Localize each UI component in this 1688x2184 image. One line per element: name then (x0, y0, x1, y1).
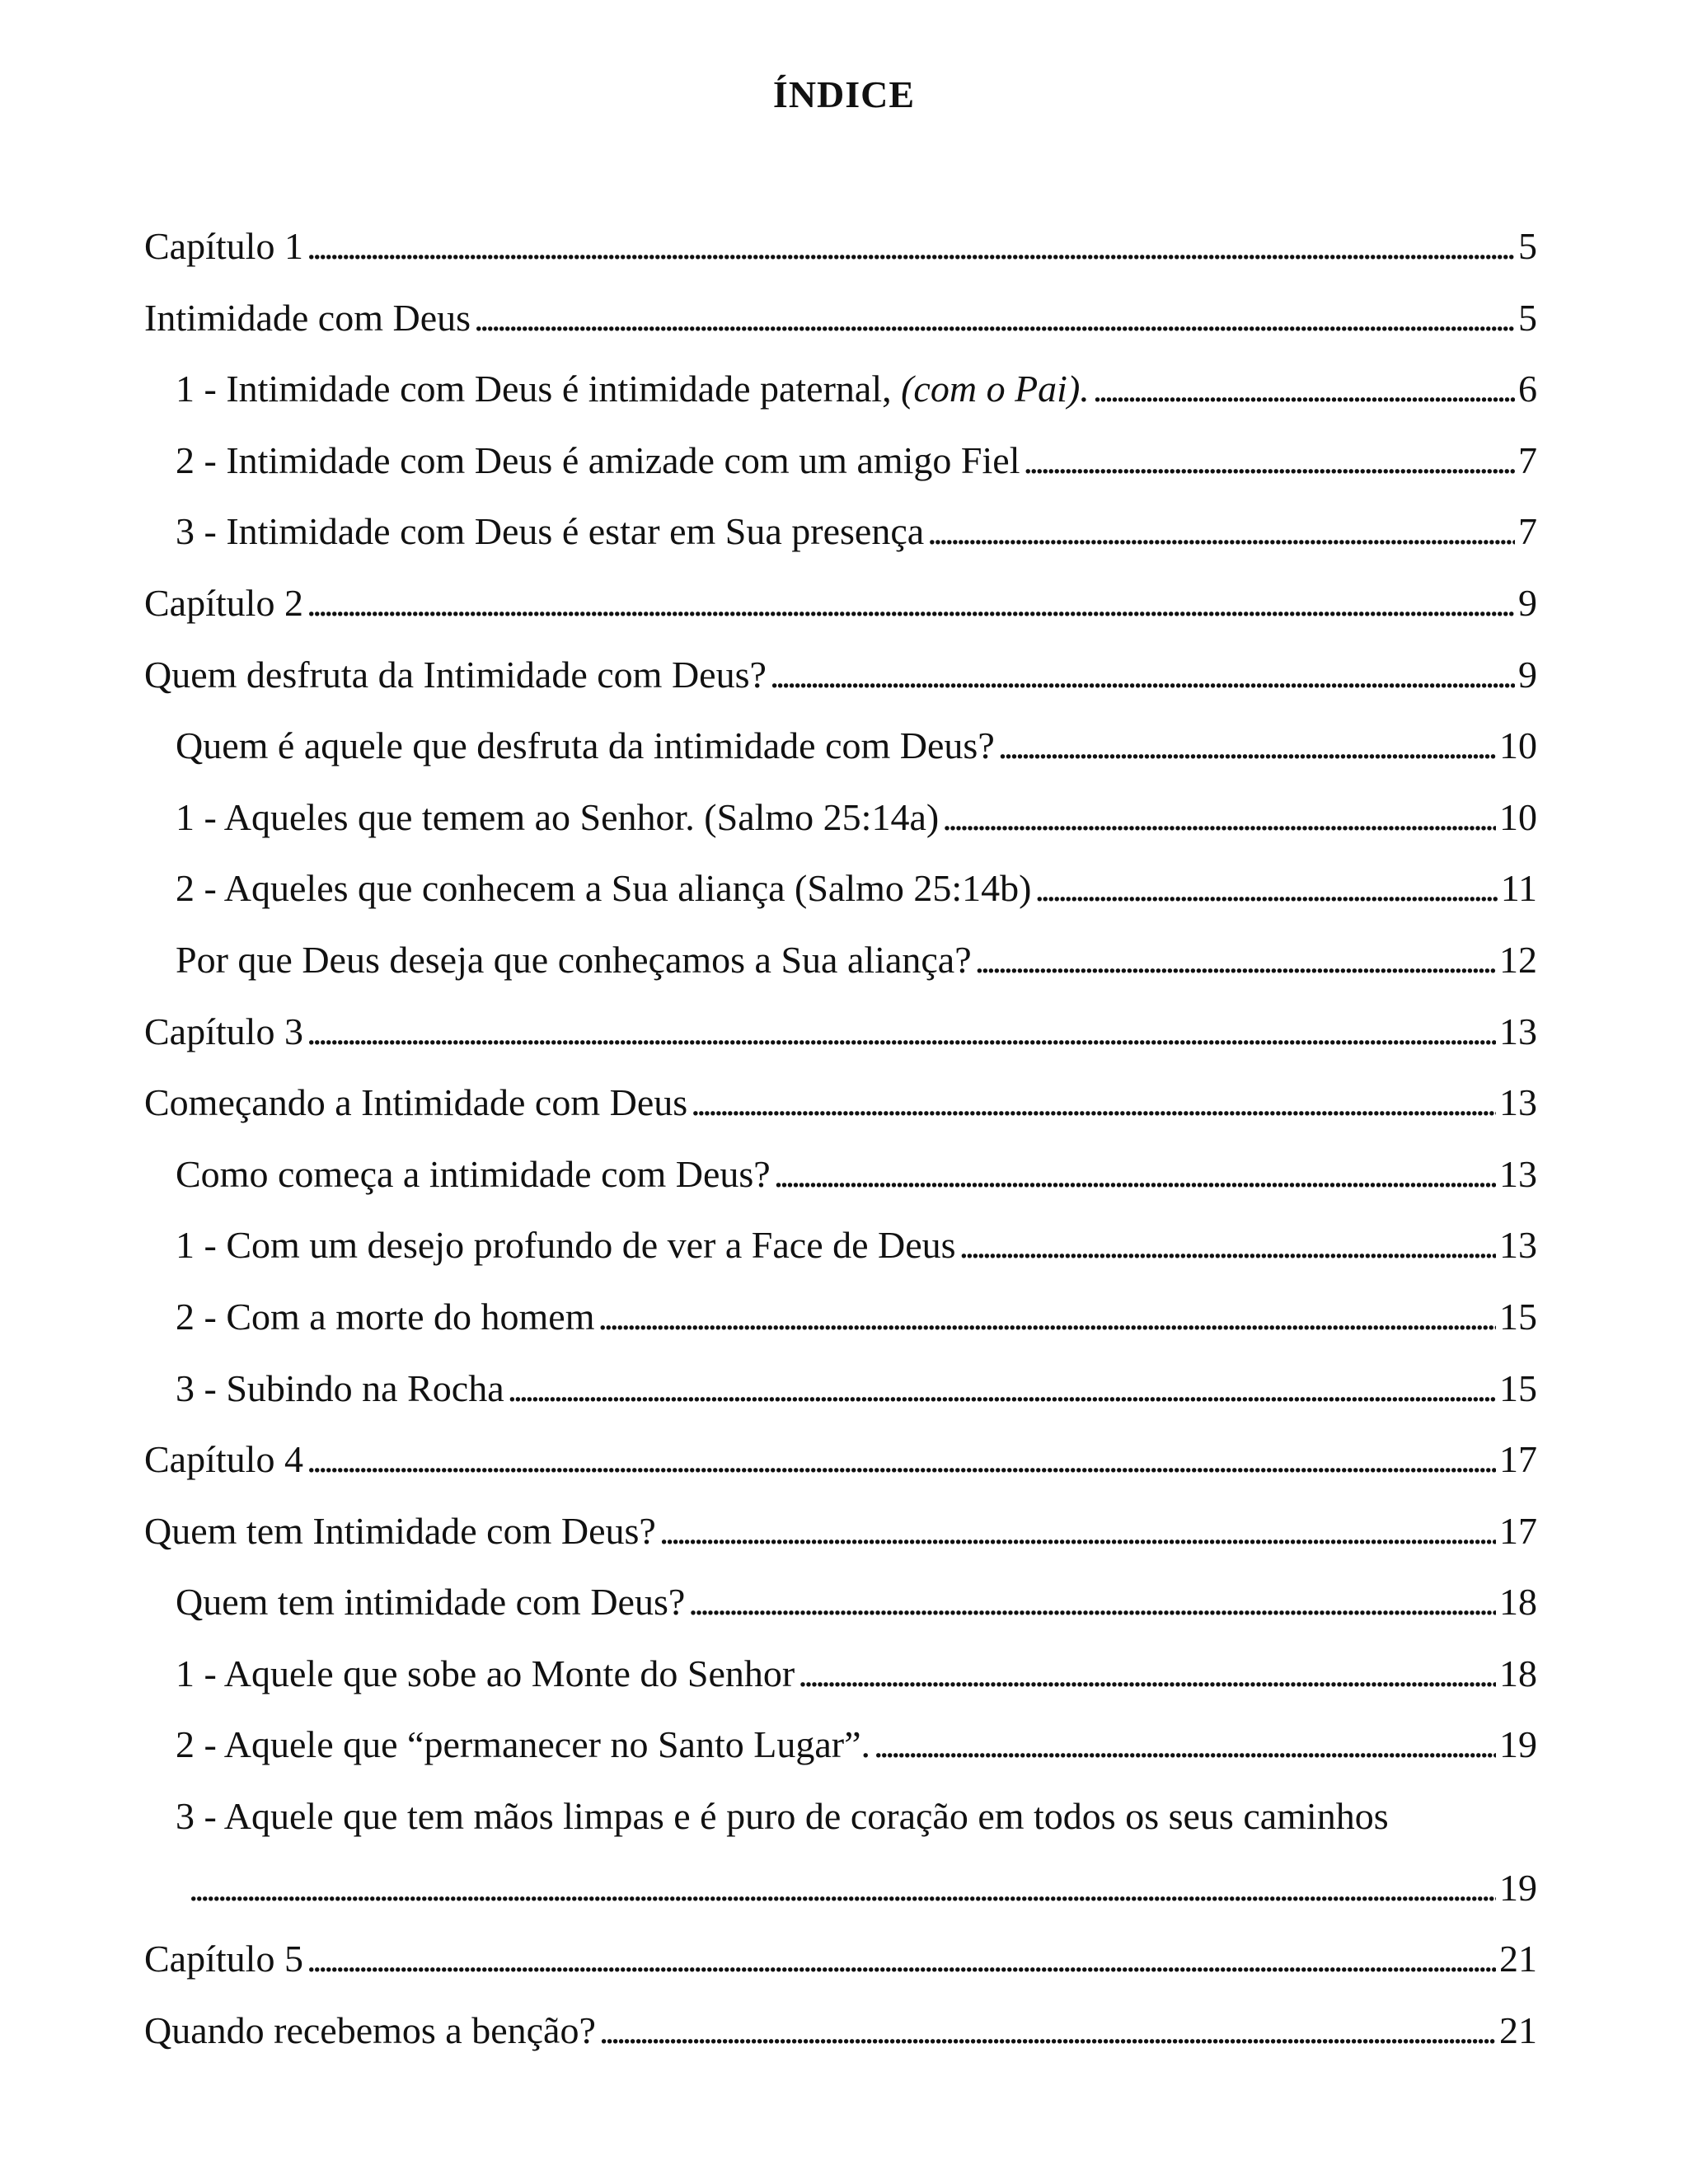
toc-page-number: 7 (1518, 438, 1537, 481)
toc-entry-text (176, 1567, 685, 1638)
toc-page-number: 12 (1499, 938, 1537, 981)
toc-dot-leader (959, 1210, 1496, 1281)
toc-page-number: 15 (1499, 1295, 1537, 1338)
toc-page-number: 7 (1518, 510, 1537, 553)
toc-entry-title: Como começa a intimidade com Deus? (176, 1152, 771, 1195)
toc-entry-text (144, 568, 303, 639)
toc-entry-text (176, 425, 1020, 496)
toc-entry-title: 1 - Intimidade com Deus é intimidade paternal, (176, 368, 902, 410)
toc-entry-title: 3 - Intimidade com Deus é estar em Sua presença (176, 510, 925, 553)
toc-dot-leader (474, 283, 1515, 354)
toc-page-number: 17 (1499, 1438, 1537, 1481)
toc-entry-text (176, 1282, 594, 1352)
toc-chapter-entry[interactable] (144, 640, 1537, 711)
toc-entry-text (144, 283, 471, 354)
toc-entry-title: 3 - Subindo na Rocha (176, 1366, 504, 1409)
toc-page-number: 21 (1499, 2008, 1537, 2051)
toc-page-number: 17 (1499, 1509, 1537, 1552)
toc-page-number: 11 (1500, 867, 1537, 910)
toc-section-entry[interactable] (144, 354, 1537, 425)
toc-page-number: 21 (1499, 1938, 1537, 1980)
toc-entry-continuation[interactable] (144, 1853, 1537, 1924)
toc-entry-title: Capítulo 4 (144, 1438, 303, 1481)
toc-dot-leader (942, 782, 1496, 853)
toc-dot-leader (659, 1496, 1496, 1567)
toc-entry-text (176, 1353, 504, 1424)
toc-entry-title: 1 - Com um desejo profundo de ver a Face de Deus (176, 1224, 956, 1267)
toc-page-number: 19 (1499, 1723, 1537, 1766)
toc-dot-leader (770, 640, 1515, 710)
toc-dot-leader (798, 1638, 1496, 1709)
toc-chapter-entry[interactable] (144, 211, 1537, 283)
toc-chapter-entry[interactable] (144, 568, 1537, 640)
toc-page-number: 13 (1499, 1152, 1537, 1195)
toc-page-number: 19 (1499, 1866, 1537, 1909)
toc-entry-text (144, 1067, 687, 1138)
toc-entry-text (176, 1210, 956, 1281)
toc-entry-text (144, 1995, 596, 2066)
toc-entry-title: Por que Deus deseja que conheçamos a Sua aliança? (176, 938, 972, 981)
toc-dot-leader (599, 1995, 1496, 2066)
toc-entry-text (176, 853, 1032, 924)
toc-page-number: 13 (1499, 1224, 1537, 1267)
toc-dot-leader (189, 1853, 1496, 1924)
toc-page-number: 9 (1518, 581, 1537, 624)
toc-section-entry[interactable] (144, 782, 1537, 854)
toc-page-number: 5 (1518, 296, 1537, 339)
toc-page-number: 13 (1499, 1010, 1537, 1052)
toc-entry-title: Começando a Intimidade com Deus (144, 1081, 688, 1124)
toc-dot-leader (307, 996, 1496, 1067)
toc-entry-title: Capítulo 1 (144, 225, 303, 267)
toc-dot-leader (1035, 853, 1498, 924)
toc-dot-leader (1093, 354, 1515, 424)
toc-dot-leader (927, 496, 1515, 567)
toc-entry-title: Quem é aquele que desfruta da intimidade com Deus? (176, 724, 995, 767)
toc-entry-title: Quem desfruta da Intimidade com Deus? (144, 653, 767, 696)
toc-entry-title: Quem tem intimidade com Deus? (176, 1581, 686, 1624)
toc-entry-text (176, 925, 972, 996)
toc-entry-title: Quem tem Intimidade com Deus? (144, 1509, 656, 1552)
toc-section-entry[interactable] (144, 925, 1537, 996)
toc-entry-title: Capítulo 2 (144, 581, 303, 624)
toc-dot-leader (688, 1567, 1496, 1638)
toc-dot-leader (874, 1709, 1496, 1780)
toc-entry-text: 3 - Aquele que tem mãos limpas e é puro de coração em todos os seus caminhos (176, 1795, 1389, 1838)
toc-entry-text (144, 1496, 656, 1567)
toc-entry-text (176, 496, 924, 567)
toc-entry-title: Capítulo 5 (144, 1938, 303, 1980)
toc-chapter-entry[interactable] (144, 996, 1537, 1068)
toc-entry-title: 2 - Intimidade com Deus é amizade com um amigo Fiel (176, 438, 1020, 481)
table-of-contents (144, 211, 1537, 2066)
toc-entry-text (144, 996, 303, 1067)
toc-entry-title: 1 - Aquele que sobe ao Monte do Senhor (176, 1652, 795, 1694)
toc-dot-leader (1024, 425, 1516, 496)
toc-section-entry[interactable] (144, 496, 1537, 568)
toc-entry-text (176, 710, 995, 781)
toc-chapter-entry[interactable] (144, 1067, 1537, 1139)
toc-dot-leader (307, 211, 1515, 282)
toc-entry-title: Intimidade com Deus (144, 296, 471, 339)
toc-dot-leader (508, 1353, 1496, 1424)
toc-chapter-entry[interactable] (144, 1995, 1537, 2067)
toc-section-entry[interactable] (144, 1210, 1537, 1282)
toc-entry-title: Quando recebemos a benção? (144, 2008, 596, 2051)
toc-entry-title: 1 - Aqueles que temem ao Senhor. (Salmo 25:14a) (176, 795, 940, 838)
toc-entry[interactable] (144, 1781, 1537, 1853)
toc-section-entry[interactable] (144, 1353, 1537, 1425)
toc-entry-text (176, 782, 939, 853)
toc-entry-text (144, 1924, 303, 1994)
toc-entry-text (176, 1709, 870, 1780)
toc-section-entry[interactable] (144, 1638, 1537, 1710)
toc-entry-text (176, 354, 1090, 424)
toc-chapter-entry[interactable] (144, 283, 1537, 354)
toc-page-number: 6 (1518, 368, 1537, 410)
toc-section-entry[interactable] (144, 1567, 1537, 1638)
toc-dot-leader (598, 1282, 1496, 1352)
toc-section-entry[interactable] (144, 1709, 1537, 1781)
toc-section-entry[interactable] (144, 1282, 1537, 1353)
toc-section-entry[interactable] (144, 853, 1537, 925)
toc-dot-leader (774, 1139, 1496, 1210)
toc-page-number: 9 (1518, 653, 1537, 696)
toc-section-entry[interactable] (144, 1139, 1537, 1211)
page-title: ÍNDICE (772, 73, 916, 115)
toc-entry-text (176, 1139, 771, 1210)
toc-chapter-entry[interactable] (144, 1496, 1537, 1568)
toc-entry-title: 2 - Aquele que “permanecer no Santo Lugar”. (176, 1723, 870, 1766)
toc-page-number: 13 (1499, 1081, 1537, 1124)
toc-entry-text (144, 211, 303, 282)
toc-page-number: 18 (1499, 1581, 1537, 1624)
toc-dot-leader (691, 1067, 1496, 1138)
toc-page-number: 5 (1518, 225, 1537, 267)
toc-page-number: 10 (1499, 795, 1537, 838)
toc-dot-leader (307, 568, 1515, 639)
toc-section-entry[interactable] (144, 710, 1537, 782)
toc-entry-italic: (com o Pai). (901, 368, 1090, 410)
toc-entry-text (144, 640, 767, 710)
toc-dot-leader (975, 925, 1496, 996)
toc-page-number: 10 (1499, 724, 1537, 767)
toc-chapter-entry[interactable] (144, 1924, 1537, 1995)
toc-entry-text (176, 1638, 795, 1709)
toc-dot-leader (307, 1924, 1496, 1994)
toc-section-entry[interactable] (144, 425, 1537, 497)
toc-page-number: 15 (1499, 1366, 1537, 1409)
toc-page-number: 18 (1499, 1652, 1537, 1694)
toc-dot-leader (998, 710, 1496, 781)
toc-entry-title: 2 - Com a morte do homem (176, 1295, 595, 1338)
toc-entry-title: Capítulo 3 (144, 1010, 303, 1052)
toc-chapter-entry[interactable] (144, 1424, 1537, 1496)
toc-dot-leader (307, 1424, 1496, 1495)
toc-entry-text (144, 1424, 303, 1495)
toc-entry-title: 2 - Aqueles que conhecem a Sua aliança (Salmo 25:14b) (176, 867, 1032, 910)
